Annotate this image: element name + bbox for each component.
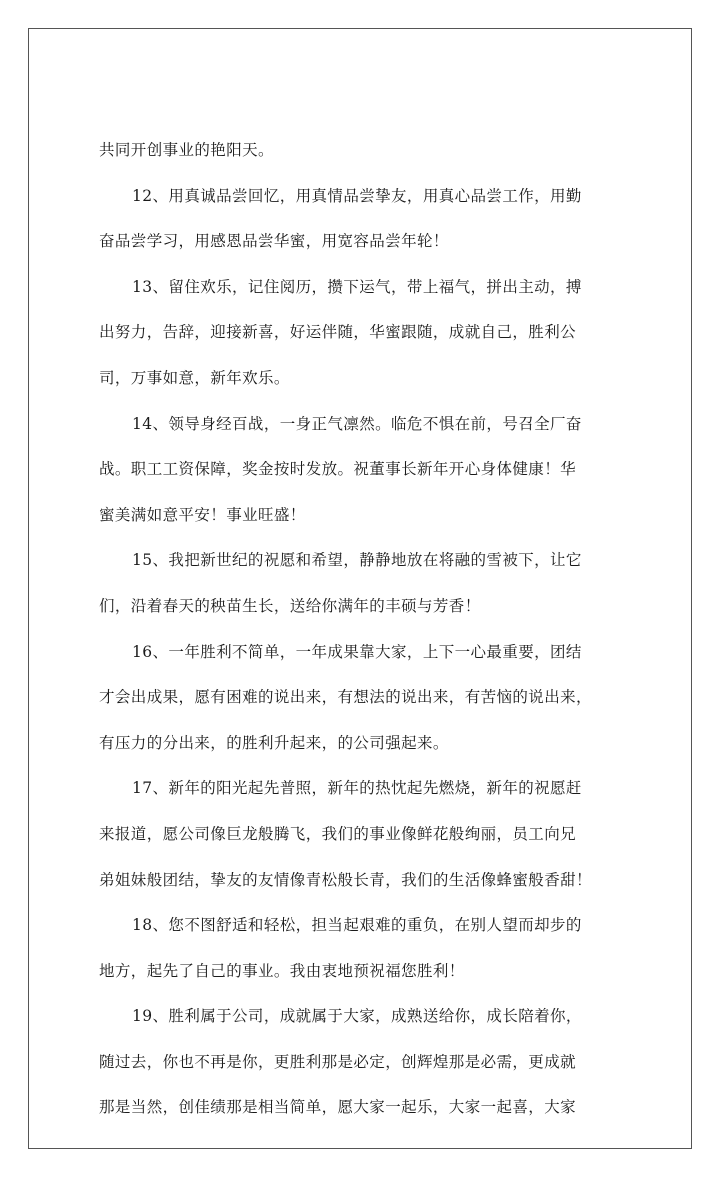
text-line: 战。职工工资保障，奖金按时发放。祝董事长新年开心身体健康！华 — [99, 460, 577, 479]
text-line: 17、新年的阳光起先普照，新年的热忱起先燃烧，新年的祝愿赶 — [132, 779, 582, 798]
document-page — [28, 28, 692, 1149]
page-body-text — [99, 133, 659, 1136]
text-line: 地方，起先了自己的事业。我由衷地预祝福您胜利！ — [99, 961, 465, 980]
text-line: 奋品尝学习，用感恩品尝华蜜，用宽容品尝年轮！ — [99, 232, 449, 251]
text-line: 有压力的分出来，的胜利升起来，的公司强起来。 — [99, 733, 449, 752]
text-line: 18、您不图舒适和轻松，担当起艰难的重负，在别人望而却步的 — [132, 916, 582, 935]
text-line: 司，万事如意，新年欢乐。 — [99, 368, 290, 387]
text-line: 16、一年胜利不简单，一年成果靠大家，上下一心最重要，团结 — [132, 642, 582, 661]
text-line: 蜜美满如意平安！事业旺盛！ — [99, 505, 306, 524]
text-line: 共同开创事业的艳阳天。 — [99, 141, 274, 159]
text-line: 19、胜利属于公司，成就属于大家，成熟送给你，成长陪着你， — [132, 1007, 582, 1026]
text-line: 那是当然，创佳绩那是相当简单，愿大家一起乐，大家一起喜，大家 — [99, 1098, 577, 1117]
text-line: 们，沿着春天的秧苗生长，送给你满年的丰硕与芳香！ — [99, 596, 481, 615]
text-line: 15、我把新世纪的祝愿和希望，静静地放在将融的雪被下，让它 — [132, 551, 582, 570]
text-line: 才会出成果，愿有困难的说出来，有想法的说出来，有苦恼的说出来， — [99, 688, 592, 707]
text-line: 13、留住欢乐，记住阅历，攒下运气，带上福气，拼出主动，搏 — [132, 277, 582, 296]
text-line: 来报道，愿公司像巨龙般腾飞，我们的事业像鲜花般绚丽，员工向兄 — [99, 824, 577, 843]
text-line: 随过去，你也不再是你，更胜利那是必定，创辉煌那是必需，更成就 — [99, 1052, 577, 1071]
text-line: 12、用真诚品尝回忆，用真情品尝挚友，用真心品尝工作，用勤 — [132, 186, 582, 205]
text-line: 弟姐妹般团结，挚友的友情像青松般长青，我们的生活像蜂蜜般香甜！ — [99, 870, 592, 889]
text-line: 14、领导身经百战，一身正气凛然。临危不惧在前，号召全厂奋 — [132, 414, 582, 433]
text-line: 出努力，告辞，迎接新喜，好运伴随，华蜜跟随，成就自己，胜利公 — [99, 323, 577, 342]
